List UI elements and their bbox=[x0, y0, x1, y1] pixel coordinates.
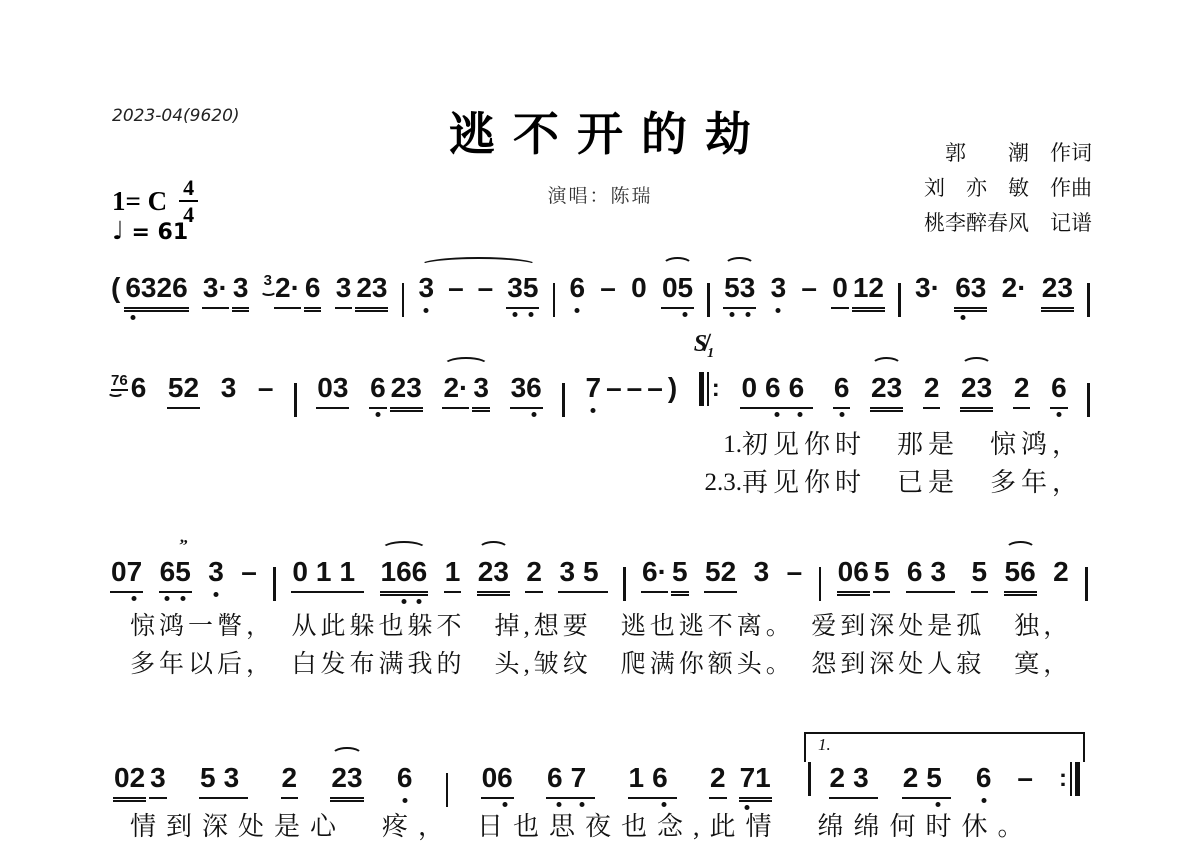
note-group: – bbox=[801, 272, 817, 303]
note-group: – bbox=[257, 372, 274, 403]
repeat-begin-sign: $S̸_1$ : bbox=[698, 372, 721, 406]
tempo-marking bbox=[112, 216, 188, 245]
note-group: 52 bbox=[167, 372, 200, 409]
note-group: 3 2· 6 bbox=[263, 272, 322, 309]
barline bbox=[1087, 283, 1090, 317]
note-group: 02 3 bbox=[113, 762, 167, 799]
note-group: – bbox=[786, 556, 803, 587]
note-group: 2· 3 bbox=[442, 372, 489, 409]
credits-block bbox=[924, 136, 1092, 241]
note-group: 6 23 bbox=[369, 372, 423, 409]
barline bbox=[553, 283, 556, 317]
barline bbox=[1087, 383, 1090, 417]
lyric-line: 惊鸿一瞥， 从此躲也躲不 掉,想要 逃也逃不离。 爱到深处是孤 独， bbox=[130, 613, 1073, 640]
note-group: 53 bbox=[199, 762, 248, 799]
note-group: 07 bbox=[110, 556, 143, 593]
note-group: 2· bbox=[1001, 272, 1027, 303]
note-group: 066 bbox=[740, 372, 813, 409]
barline bbox=[446, 773, 449, 807]
note-group: 36 bbox=[510, 372, 543, 409]
music-line-2 bbox=[110, 331, 1090, 409]
music-line-3 bbox=[110, 556, 1088, 593]
note-group: 76 6 bbox=[111, 372, 147, 403]
note-group: 0 bbox=[631, 272, 647, 303]
note-group: 5 bbox=[971, 556, 989, 593]
quarter-note-icon: ♩ bbox=[112, 216, 124, 245]
note-group: – bbox=[241, 556, 257, 587]
note-group: 3 bbox=[208, 556, 224, 587]
segno-icon: $S̸_1$ bbox=[693, 331, 715, 361]
tempo-value: = 61 bbox=[131, 220, 189, 245]
lyric-line-last: 情到深处是心 疼， 日也思夜也念,此情 绵绵何时休。 bbox=[130, 812, 1034, 841]
lyrics-mid-block bbox=[130, 608, 1072, 684]
note-group: 23 bbox=[477, 556, 510, 593]
grace-notes: 3 bbox=[263, 272, 272, 289]
credit-transcriber: 桃李醉春风 记谱 bbox=[924, 211, 1092, 235]
note-group: 2 bbox=[923, 372, 941, 409]
note-group: 7 – – – ) bbox=[585, 372, 678, 403]
barline bbox=[808, 762, 811, 796]
time-denominator: 4 bbox=[183, 202, 195, 228]
barline bbox=[273, 567, 276, 601]
note-group: – bbox=[1017, 762, 1033, 793]
note-group: 25 bbox=[902, 762, 951, 799]
note-group: ( 6326 bbox=[110, 272, 189, 309]
volta-bracket bbox=[804, 735, 1085, 799]
note-group: 23 bbox=[829, 762, 878, 799]
performer-line: 演唱：陈瑞 bbox=[547, 186, 653, 207]
note-group: 35 bbox=[558, 556, 607, 593]
note-group: 3 23 bbox=[335, 272, 389, 309]
grace-notes: 76 bbox=[111, 372, 128, 389]
note-group: 52 bbox=[704, 556, 737, 593]
note-group: 16 bbox=[628, 762, 677, 799]
note-group: 63 bbox=[954, 272, 987, 309]
barline bbox=[898, 283, 901, 317]
barline bbox=[623, 567, 626, 601]
note-group: – bbox=[600, 272, 616, 303]
note-group: 23 bbox=[330, 762, 363, 799]
lyric-text: 初见你时 那是 惊鸿， bbox=[742, 430, 1084, 459]
note-group: 06 5 bbox=[837, 556, 891, 593]
note-group: 3· bbox=[915, 272, 940, 303]
note-group: 6· 5 bbox=[641, 556, 688, 593]
note-group: 6” 5 bbox=[159, 556, 192, 593]
note-group: 3· 3 bbox=[202, 272, 249, 309]
note-group: 2 bbox=[525, 556, 543, 593]
note-group: 53 bbox=[723, 272, 756, 309]
verse-number: 1. bbox=[723, 431, 742, 458]
volta-label: 1. bbox=[818, 735, 831, 754]
note-group: 63 bbox=[906, 556, 955, 593]
note-group: 3 bbox=[220, 372, 237, 403]
note-group: 06 bbox=[481, 762, 514, 799]
time-numerator: 4 bbox=[179, 176, 198, 202]
note-group: 6 bbox=[569, 272, 586, 303]
note-group: 2 bbox=[1053, 556, 1069, 587]
key-text: 1= C bbox=[112, 185, 168, 216]
music-line-1 bbox=[110, 272, 1090, 309]
note-group: 2 71 bbox=[709, 762, 772, 799]
lyrics-verse-1-2 bbox=[642, 426, 1083, 502]
note-group: 67 bbox=[546, 762, 595, 799]
note-group: 3 – – 35 bbox=[418, 272, 540, 309]
note-group: 23 bbox=[870, 372, 903, 409]
note-group: 3 bbox=[770, 272, 787, 303]
barline bbox=[1085, 567, 1088, 601]
barline bbox=[562, 383, 565, 417]
note-group: 6 bbox=[1050, 372, 1068, 409]
barline bbox=[402, 283, 405, 317]
lyric-text: 再见你时 已是 多年， bbox=[742, 468, 1084, 497]
note-group: 3 bbox=[753, 556, 770, 587]
credit-lyricist: 郭 潮 作词 bbox=[945, 141, 1092, 165]
note-group: 1 bbox=[444, 556, 462, 593]
barline bbox=[294, 383, 297, 417]
barline bbox=[707, 283, 710, 317]
credit-composer: 刘 亦 敏 作曲 bbox=[924, 176, 1092, 200]
lyric-line bbox=[642, 426, 1083, 464]
note-group: 0 12 bbox=[831, 272, 885, 309]
song-title: 逃不开的劫 bbox=[449, 109, 769, 160]
catalog-number: 2023-04(9620) bbox=[112, 106, 240, 126]
music-line-4 bbox=[113, 735, 1085, 799]
repeat-end-sign: : bbox=[1058, 762, 1081, 796]
note-group: 2 bbox=[1013, 372, 1031, 409]
note-group: 23 bbox=[1041, 272, 1074, 309]
note-group: 05 bbox=[661, 272, 694, 309]
barline bbox=[819, 567, 822, 601]
note-group: 6 bbox=[975, 762, 992, 793]
note-group: 166 bbox=[380, 556, 429, 593]
lyric-line bbox=[642, 464, 1083, 502]
note-group: 6 bbox=[833, 372, 851, 409]
note-group: 56 bbox=[1004, 556, 1037, 593]
note-group: 011 bbox=[291, 556, 364, 593]
note-group: 6 bbox=[396, 762, 413, 793]
verse-number: 2.3. bbox=[704, 469, 742, 496]
note-group: 2 bbox=[281, 762, 299, 799]
lyric-line: 多年以后， 白发布满我的 头,皱纹 爬满你额头。 怨到深处人寂 寞， bbox=[130, 651, 1073, 678]
note-group: 03 bbox=[316, 372, 349, 409]
note-group: 23 bbox=[960, 372, 993, 409]
